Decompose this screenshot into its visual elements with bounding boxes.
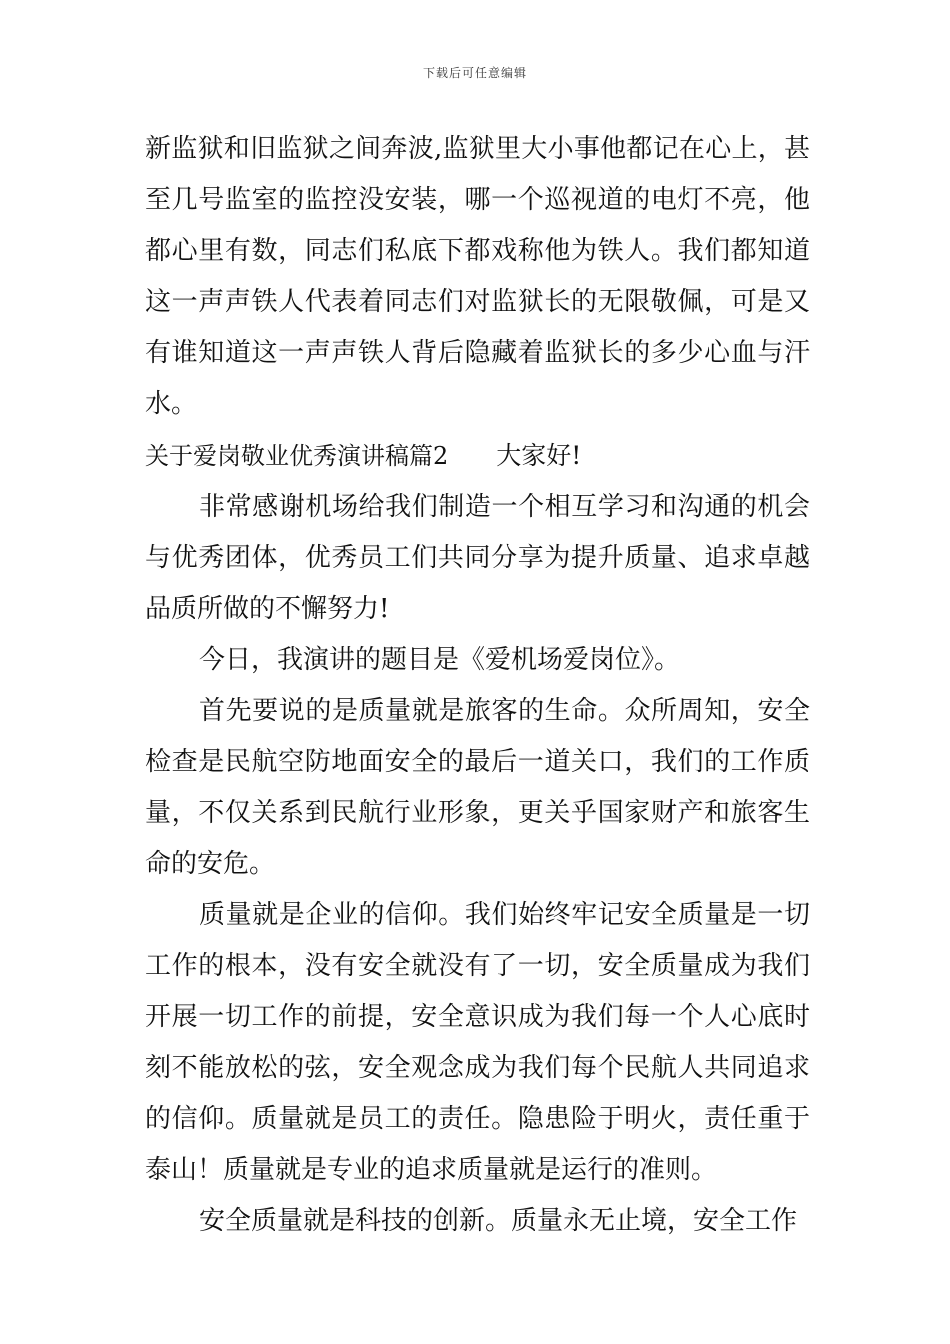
paragraph-3: 今日，我演讲的题目是《爱机场爱岗位》。	[199, 645, 681, 675]
section-heading: 关于爱岗敬业优秀演讲稿篇2	[145, 442, 449, 470]
paragraph-4: 首先要说的是质量就是旅客的生命。众所周知，安全检查是民航空防地面安全的最后一道关口，我们的工作质量，不仅关系到民航行业形象，更关乎国家财产和旅客生命的安危。	[145, 696, 810, 879]
paragraph-2: 非常感谢机场给我们制造一个相互学习和沟通的机会与优秀团体，优秀员工们共同分享为提升质量、追求卓越品质所做的不懈努力!	[145, 492, 810, 624]
section-heading-line	[145, 430, 810, 482]
paragraph-6: 安全质量就是科技的创新。质量永无止境，安全工作	[199, 1206, 798, 1236]
page-header: 下载后可任意编辑	[422, 66, 527, 80]
document-body	[145, 124, 810, 1247]
greeting: 大家好!	[496, 441, 582, 470]
paragraph-1: 新监狱和旧监狱之间奔波,监狱里大小事他都记在心上，甚至几号监室的监控没安装，哪一个巡视道的电灯不亮，他都心里有数，同志们私底下都戏称他为铁人。我们都知道这一声声铁人代表着同志们对监狱长的无限敬佩，可是又有谁知道这一声声铁人背后隐藏着监狱长的多少心血与汗水。	[145, 134, 810, 419]
paragraph-5: 质量就是企业的信仰。我们始终牢记安全质量是一切工作的根本，没有安全就没有了一切，安全质量成为我们开展一切工作的前提，安全意识成为我们每一个人心底时刻不能放松的弦，安全观念成为我们每个民航人共同追求的信仰。质量就是员工的责任。隐患险于明火，责任重于泰山！质量就是专业的追求质量就是运行的准则。	[145, 900, 810, 1185]
